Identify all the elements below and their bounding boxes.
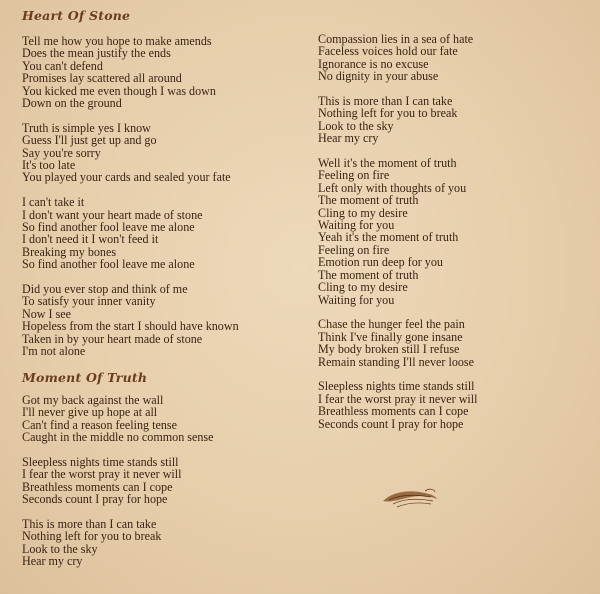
lyric-line: Nothing left for you to break xyxy=(318,106,458,121)
stanza xyxy=(22,456,292,506)
lyric-line: Promises lay scattered all around xyxy=(22,71,182,86)
lyric-line: Feeling on fire xyxy=(318,168,390,183)
lyric-line: The moment of truth xyxy=(318,193,419,208)
lyric-line: Sleepless nights time stands still xyxy=(22,454,179,469)
lyric-line: I fear the worst pray it never will xyxy=(22,467,182,482)
lyric-line: Can't find a reason feeling tense xyxy=(22,417,177,432)
lyric-line: Taken in by your heart made of stone xyxy=(22,331,203,346)
lyric-line: I'm not alone xyxy=(22,344,86,359)
lyric-line: Guess I'll just get up and go xyxy=(22,133,157,148)
lyric-line: Breaking my bones xyxy=(22,244,117,259)
song-title-moment-of-truth: Moment Of Truth xyxy=(22,369,148,385)
stanza xyxy=(318,95,588,145)
lyric-line: Well it's the moment of truth xyxy=(318,156,457,171)
lyric-line: I fear the worst pray it never will xyxy=(318,391,478,406)
lyric-line: Emotion run deep for you xyxy=(318,255,443,270)
stanza xyxy=(318,380,588,430)
lyric-line: To satisfy your inner vanity xyxy=(22,294,156,309)
lyric-line: You can't defend xyxy=(22,58,103,73)
stanza xyxy=(22,283,292,357)
lyric-line: Down on the ground xyxy=(22,96,122,111)
lyric-line: Look to the sky xyxy=(318,118,394,133)
lyric-line: Left only with thoughts of you xyxy=(318,180,467,195)
lyric-line: My body broken still I refuse xyxy=(318,342,460,357)
lyric-line: Tell me how you hope to make amends xyxy=(22,34,212,48)
song-title-heart-of-stone: Heart Of Stone xyxy=(22,8,131,23)
lyric-line: Hear my cry xyxy=(318,131,379,146)
lyric-line: I can't take it xyxy=(22,195,85,210)
lyric-line: Remain standing I'll never loose xyxy=(318,354,475,369)
lyric-line: Did you ever stop and think of me xyxy=(22,282,188,297)
lyric-line: Waiting for you xyxy=(318,292,395,307)
lyric-line: Say you're sorry xyxy=(22,145,101,160)
lyric-line: Compassion lies in a sea of hate xyxy=(318,32,474,46)
lyric-line: This is more than I can take xyxy=(22,516,157,531)
lyric-line: Waiting for you xyxy=(318,218,395,233)
lyric-line: I don't want your heart made of stone xyxy=(22,207,203,222)
lyric-line: Caught in the middle no common sense xyxy=(22,430,214,445)
lyric-line: This is more than I can take xyxy=(318,94,453,109)
stanza xyxy=(22,196,292,270)
lyric-line: Got my back against the wall xyxy=(22,392,164,407)
lyric-line: Cling to my desire xyxy=(318,280,408,295)
stanza xyxy=(22,394,292,444)
lyric-line: Hopeless from the start I should have known xyxy=(22,319,239,334)
feather-flourish-icon xyxy=(381,485,439,511)
lyric-line: The moment of truth xyxy=(318,267,419,282)
lyric-line: So find another fool leave me alone xyxy=(22,220,195,235)
lyric-line: No dignity in your abuse xyxy=(318,69,439,84)
right-column xyxy=(318,33,588,442)
lyric-line: Cling to my desire xyxy=(318,205,408,220)
lyric-line: I don't need it I won't feed it xyxy=(22,232,159,247)
left-column xyxy=(22,8,292,580)
stanza xyxy=(22,35,292,109)
lyric-line: It's too late xyxy=(22,158,76,173)
lyric-line: Seconds count I pray for hope xyxy=(22,492,168,507)
stanza xyxy=(22,518,292,568)
lyric-line: Faceless voices hold our fate xyxy=(318,44,458,59)
lyric-line: Breathless moments can I cope xyxy=(22,479,173,494)
lyric-line: Chase the hunger feel the pain xyxy=(318,317,465,332)
lyric-line: I'll never give up hope at all xyxy=(22,405,158,420)
stanza xyxy=(318,318,588,368)
lyric-line: Truth is simple yes I know xyxy=(22,120,151,135)
lyric-line: Ignorance is no excuse xyxy=(318,56,429,71)
lyric-line: Now I see xyxy=(22,306,72,321)
lyric-line: You played your cards and sealed your fate xyxy=(22,170,231,185)
lyric-line: Seconds count I pray for hope xyxy=(318,416,464,431)
lyric-line: Sleepless nights time stands still xyxy=(318,379,475,394)
lyric-line: Feeling on fire xyxy=(318,242,390,257)
lyric-line: Think I've finally gone insane xyxy=(318,329,463,344)
lyric-line: You kicked me even though I was down xyxy=(22,83,216,98)
stanza xyxy=(318,33,588,83)
lyric-line: Does the mean justify the ends xyxy=(22,46,171,61)
stanza xyxy=(318,157,588,306)
lyric-line: Nothing left for you to break xyxy=(22,529,162,544)
lyric-line: Hear my cry xyxy=(22,554,83,569)
lyric-line: So find another fool leave me alone xyxy=(22,257,195,272)
stanza xyxy=(22,122,292,184)
lyric-line: Look to the sky xyxy=(22,541,98,556)
lyric-line: Yeah it's the moment of truth xyxy=(318,230,459,245)
lyric-line: Breathless moments can I cope xyxy=(318,404,469,419)
